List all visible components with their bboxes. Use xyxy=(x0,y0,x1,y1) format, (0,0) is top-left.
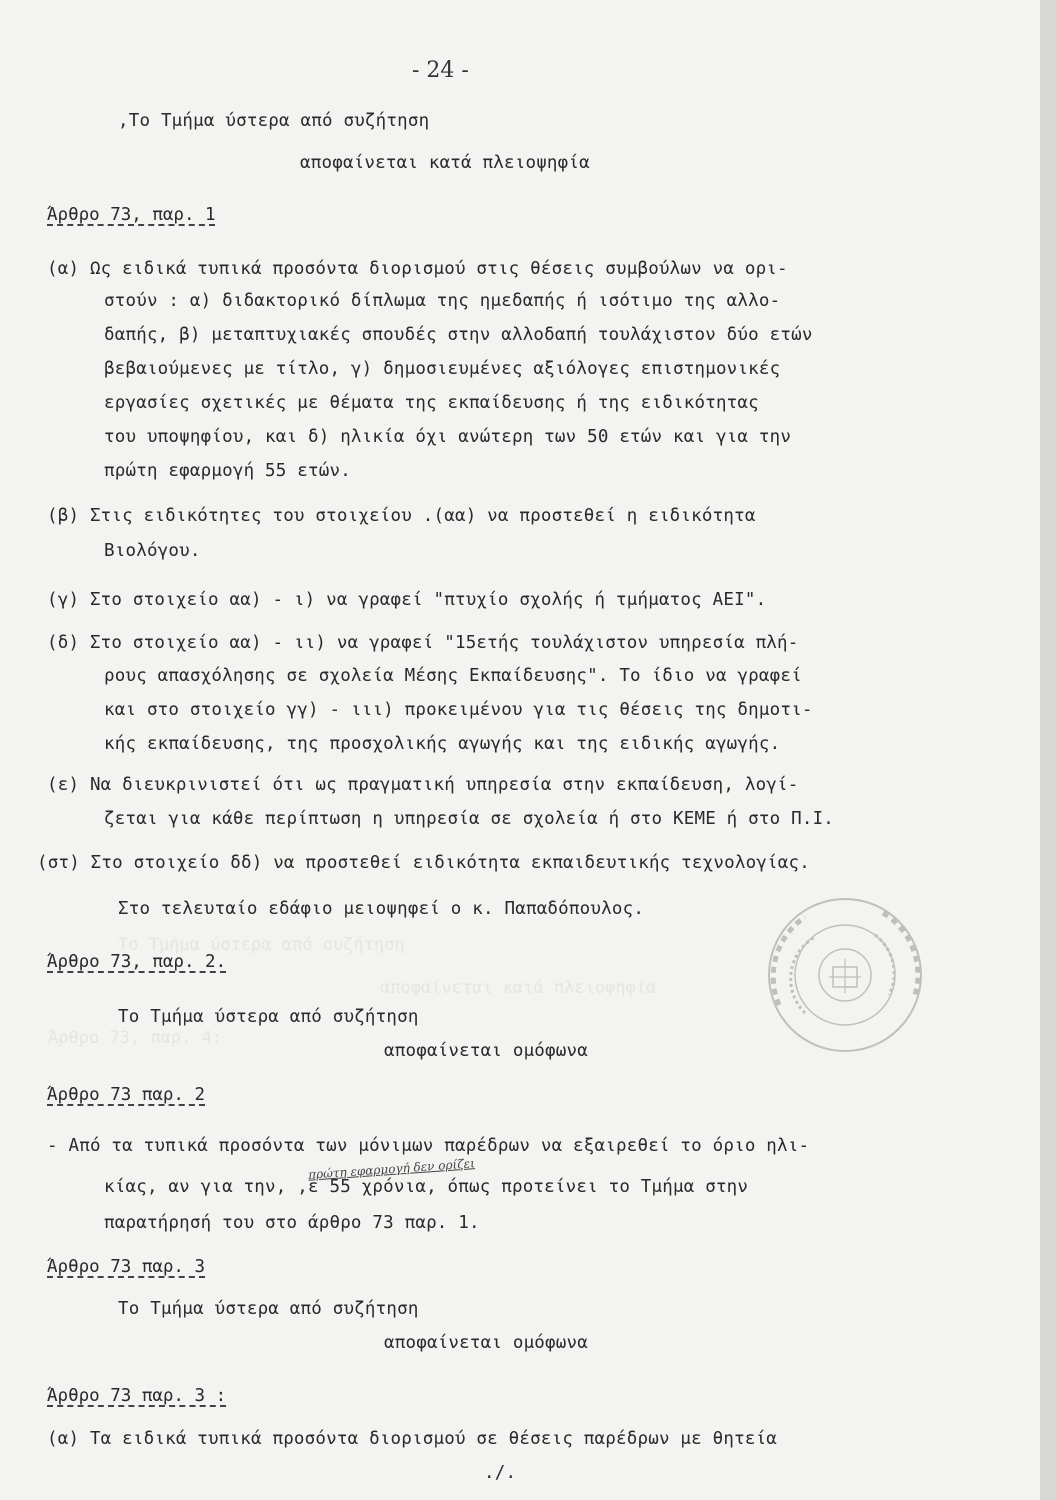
continuation-mark: ./. xyxy=(484,1463,517,1483)
article-heading: Άρθρο 73 παρ. 2 xyxy=(47,1085,206,1105)
text-line: (γ) Στο στοιχείο αα) - ι) να γραφεί "πτυχίο σχολής ή τμήματος ΑΕΙ". xyxy=(47,590,767,610)
text-line: Στο τελευταίο εδάφιο μειοψηφεί ο κ. Παπαδόπουλος. xyxy=(118,899,645,919)
text-line: στούν : α) διδακτορικό δίπλωμα της ημεδαπής ή ισότιμο της αλλο- xyxy=(104,291,781,311)
bleed-through-line: αποφαίνεται κατά πλειοψηφία xyxy=(380,978,657,998)
text-line: (β) Στις ειδικότητες του στοιχείου .(αα) να προστεθεί η ειδικότητα xyxy=(47,506,756,526)
bleed-through-line: Άρθρο 73, παρ. 4: xyxy=(48,1028,222,1048)
text-line: ,Το Τμήμα ύστερα από συζήτηση xyxy=(118,111,430,131)
bleed-through-line: Το Τμήμα ύστερα από συζήτηση xyxy=(118,935,405,955)
text-line: πρώτη εφαρμογή 55 ετών. xyxy=(104,461,351,481)
text-line: παρατήρησή του στο άρθρο 73 παρ. 1. xyxy=(104,1213,480,1233)
text-line: εργασίες σχετικές με θέματα της εκπαίδευσης ή της ειδικότητας xyxy=(104,393,759,413)
text-line: (α) Τα ειδικά τυπικά προσόντα διορισμού σε θέσεις παρέδρων με θητεία xyxy=(47,1429,778,1449)
text-line: του υποψηφίου, και δ) ηλικία όχι ανώτερη των 50 ετών και για την xyxy=(104,427,792,447)
text-line: Το Τμήμα ύστερα από συζήτηση xyxy=(118,1299,419,1319)
article-heading: Άρθρο 73 παρ. 3 xyxy=(47,1257,206,1277)
article-heading: Άρθρο 73 παρ. 3 : xyxy=(47,1386,227,1406)
text-line: (α) Ως ειδικά τυπικά προσόντα διορισμού στις θέσεις συμβούλων να ορι- xyxy=(47,259,788,279)
handwritten-note: πρώτη εφαρμογή δεν ορίζει xyxy=(307,1156,476,1182)
text-line: κής εκπαίδευσης, της προσχολικής αγωγής και της ειδικής αγωγής. xyxy=(104,734,781,754)
page-number: - 24 - xyxy=(412,58,469,83)
article-heading: Άρθρο 73, παρ. 2. xyxy=(47,952,227,972)
text-line: - Από τα τυπικά προσόντα των μόνιμων παρέδρων να εξαιρεθεί το όριο ηλι- xyxy=(47,1136,810,1156)
official-stamp xyxy=(765,895,925,1055)
text-line: κίας, αν για την, ,ε 55 χρόνια, όπως προτείνει το Τμήμα στην xyxy=(104,1177,749,1197)
scan-edge xyxy=(1040,0,1057,1500)
text-line: Το Τμήμα ύστερα από συζήτηση xyxy=(118,1007,419,1027)
text-line: βεβαιούμενες με τίτλο, γ) δημοσιευμένες αξιόλογες επιστημονικές xyxy=(104,359,781,379)
text-line: δαπής, β) μεταπτυχιακές σπουδές στην αλλοδαπή τουλάχιστον δύο ετών xyxy=(104,325,813,345)
text-line: Βιολόγου. xyxy=(104,541,201,561)
text-line: (ε) Να διευκρινιστεί ότι ως πραγματική υπηρεσία στην εκπαίδευση, λογί- xyxy=(47,775,799,795)
text-line: αποφαίνεται ομόφωνα xyxy=(384,1041,588,1061)
text-line: ζεται για κάθε περίπτωση η υπηρεσία σε σχολεία ή στο ΚΕΜΕ ή στο Π.Ι. xyxy=(104,809,835,829)
article-heading: Άρθρο 73, παρ. 1 xyxy=(47,205,216,225)
text-line: ρους απασχόλησης σε σχολεία Μέσης Εκπαίδευσης". Το ίδιο να γραφεί xyxy=(104,666,802,686)
text-line: (στ) Στο στοιχείο δδ) να προστεθεί ειδικότητα εκπαιδευτικής τεχνολογίας. xyxy=(37,853,810,873)
text-line: και στο στοιχείο γγ) - ιιι) προκειμένου για τις θέσεις της δημοτι- xyxy=(104,700,813,720)
text-line: αποφαίνεται ομόφωνα xyxy=(384,1333,588,1353)
text-line: (δ) Στο στοιχείο αα) - ιι) να γραφεί "15ετής τουλάχιστον υπηρεσία πλή- xyxy=(47,633,799,653)
text-line: αποφαίνεται κατά πλειοψηφία xyxy=(300,153,590,173)
